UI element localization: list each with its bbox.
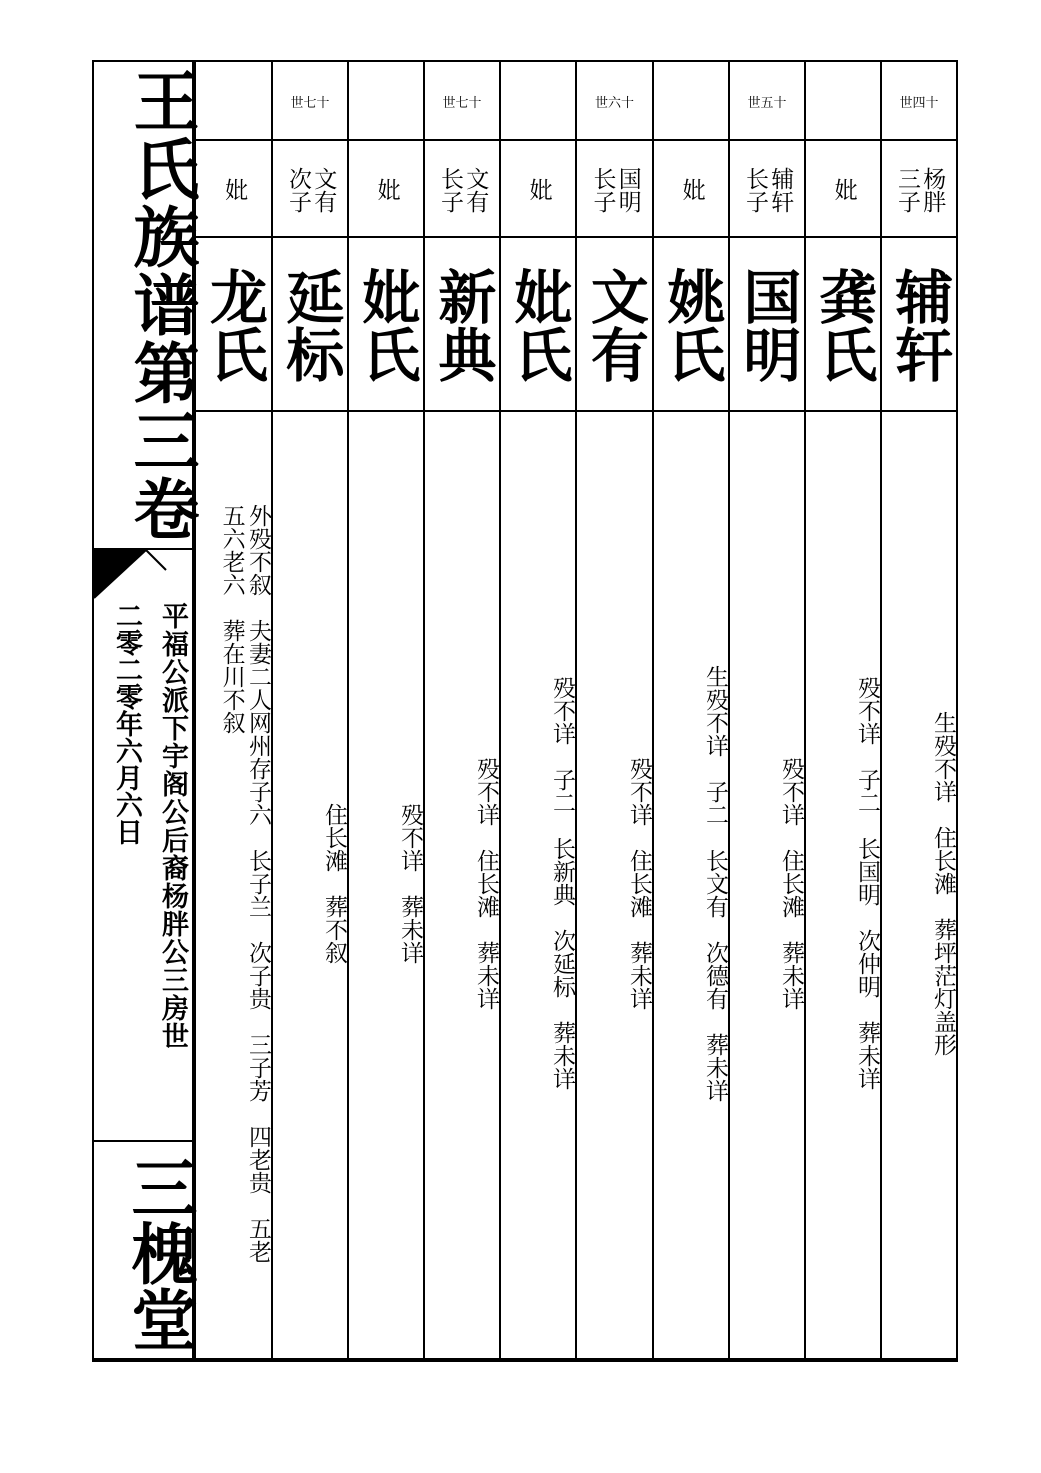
relation-label: 妣 bbox=[678, 178, 705, 201]
person-name: 延标 bbox=[276, 267, 345, 383]
person-name: 龚氏 bbox=[809, 267, 878, 383]
person-notes: 殁不详 子二 长新典 次延标 葬未详 bbox=[549, 676, 575, 1090]
person-name: 龙氏 bbox=[199, 267, 268, 383]
person-notes: 住长滩 葬不叙 bbox=[321, 802, 347, 964]
person-notes: 殁不详 住长滩 葬未详 bbox=[473, 756, 499, 1010]
genealogy-column bbox=[271, 62, 347, 1358]
publication-date: 二零二零年六月六日 bbox=[111, 602, 142, 845]
generation-label bbox=[806, 62, 880, 140]
person-notes: 殁不详 住长滩 葬未详 bbox=[626, 756, 652, 1010]
genealogy-column bbox=[499, 62, 575, 1358]
person-notes: 殁不详 子二 长国明 次仲明 葬未详 bbox=[854, 676, 880, 1090]
generation-label bbox=[654, 62, 728, 140]
person-notes: 外殁不叙 夫妻二人网州存子六 长子兰 次子贵 三子芳 四老贵 五老 五六老六 葬在川不叙 bbox=[218, 503, 271, 1263]
relation-label: 文有 长子 bbox=[437, 166, 489, 213]
generation-label: 世六十 bbox=[594, 95, 634, 111]
genealogy-column bbox=[194, 62, 271, 1358]
title-column bbox=[94, 62, 200, 1358]
lineage-subtitle: 平福公派下宇阁公后裔杨胖公三房世 bbox=[157, 602, 188, 1050]
person-name: 姚氏 bbox=[657, 267, 726, 383]
generation-label bbox=[501, 62, 575, 140]
generation-label: 世七十 bbox=[442, 95, 482, 111]
relation-label: 妣 bbox=[373, 178, 400, 201]
person-name: 新典 bbox=[428, 267, 497, 383]
person-name: 文有 bbox=[580, 267, 649, 383]
generation-label bbox=[196, 62, 271, 140]
flag-ornament bbox=[94, 548, 192, 600]
relation-label: 国明 长子 bbox=[589, 166, 641, 213]
relation-label: 辅轩 长子 bbox=[742, 166, 794, 213]
genealogy-column bbox=[575, 62, 652, 1358]
genealogy-column bbox=[804, 62, 880, 1358]
genealogy-column bbox=[347, 62, 423, 1358]
generation-label: 世四十 bbox=[899, 95, 939, 111]
person-notes: 殁不详 葬未详 bbox=[397, 802, 423, 964]
book-title: 王氏族谱第三卷 bbox=[122, 67, 200, 543]
relation-label: 杨胖 三子 bbox=[894, 166, 946, 213]
hall-name: 三槐堂 bbox=[120, 1153, 198, 1352]
person-name: 妣氏 bbox=[352, 267, 421, 383]
generation-label: 世七十 bbox=[290, 95, 330, 111]
generation-label: 世五十 bbox=[747, 95, 787, 111]
person-notes: 生殁不详 住长滩 葬坪茫灯盖形 bbox=[930, 710, 956, 1056]
person-name: 国明 bbox=[733, 267, 802, 383]
generation-label bbox=[349, 62, 423, 140]
relation-label: 妣 bbox=[525, 178, 552, 201]
genealogy-column bbox=[423, 62, 499, 1358]
person-notes: 殁不详 住长滩 葬未详 bbox=[778, 756, 804, 1010]
person-name: 辅轩 bbox=[885, 267, 954, 383]
genealogy-column bbox=[880, 62, 956, 1358]
genealogy-column bbox=[728, 62, 804, 1358]
person-name: 妣氏 bbox=[504, 267, 573, 383]
relation-label: 妣 bbox=[830, 178, 857, 201]
relation-label: 文有 次子 bbox=[285, 166, 337, 213]
genealogy-column bbox=[652, 62, 728, 1358]
person-notes: 生殁不详 子二 长文有 次德有 葬未详 bbox=[702, 664, 728, 1102]
relation-label: 妣 bbox=[221, 178, 248, 201]
page-frame-bottom bbox=[92, 1358, 958, 1362]
divider bbox=[94, 1140, 192, 1142]
